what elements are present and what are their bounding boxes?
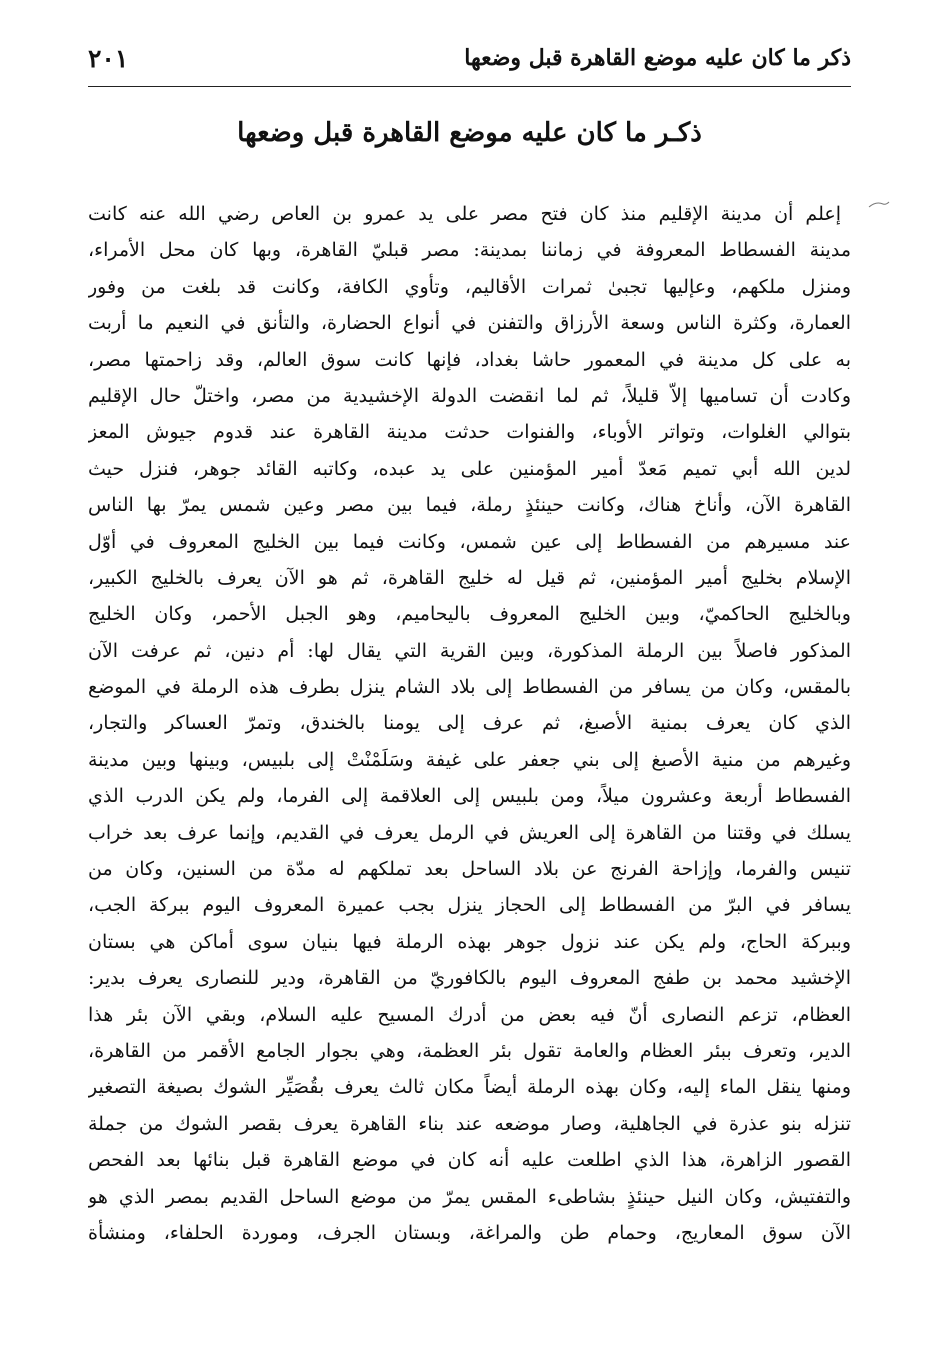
text-line: يسلك في وقتنا من القاهرة إلى العريش في الرمل يعرف في القديم، وإنما عرف بعد خراب (88, 821, 851, 844)
text-line: عند مسيرهم من الفسطاط إلى عين شمس، وكانت فيما بين الخليج المعروف في أوّل (88, 530, 851, 553)
text-line: وببركة الحاج، ولم يكن عند نزول جوهر بهذه الرملة فيها بنيان سوى أماكن هي بستان (88, 930, 851, 953)
text-line: الإخشيد محمد بن طفج المعروف اليوم بالكافوريّ من القاهرة، ودير للنصارى يعرف بدير: (88, 967, 851, 990)
text-line: بالمقس، وكان من يسافر من الفسطاط إلى بلاد الشام ينزل بطرف هذه الرملة في الموضع (88, 676, 851, 699)
text-line: الذي كان يعرف بمنية الأصبغ، ثم عرف إلى يومنا بالخندق، وتمرّ العساكر والتجار، (88, 712, 851, 735)
text-line: العظام، تزعم النصارى أنّ فيه بعض من أدرك المسيح عليه السلام، وبقي الآن بئر هذا (88, 1003, 851, 1026)
text-line: تنيس والفرما، وإزاحة الفرنج عن بلاد الساحل بعد تملكهم له مدّة من السنين، وكان من (88, 858, 851, 881)
text-line: القاهرة الآن، وأناخ هناك، وكانت حينئذٍ رملة، فيما بين مصر وعين شمس يمرّ بها الناس (88, 494, 851, 517)
text-line: به على كل مدينة في المعمور حاشا بغداد، فإنها كانت سوق العالم، وقد زاحمتها مصر، (88, 348, 851, 371)
margin-mark-icon (868, 198, 890, 212)
chapter-title: ذكـر ما كان عليه موضع القاهرة قبل وضعها (237, 118, 702, 148)
header-rule (88, 86, 851, 87)
text-line: الفسطاط أربعة وعشرون ميلاً، ومن بلبيس إلى العلاقمة إلى الفرما، ولم يكن الدرب الذي (88, 785, 851, 808)
text-line: المذكور فاصلاً بين الرملة المذكورة، وبين القرية التي يقال لها: أم دنين، ثم عرفت الآن (88, 639, 851, 662)
text-line: ومنزل ملكهم، وعإليها تجبیٰ ثمرات الأقاليم، وتأوي الكافة، وكانت قد بلغت من وفور (88, 275, 851, 298)
text-line: وكادت أن تساميها إلاّ قليلاً، ثم لما انقضت الدولة الإخشيدية من مصر، واختلّ حال الإقليم (88, 384, 851, 407)
text-line: ومنها ينقل الماء إليه، وكان بهذه الرملة أيضاً مكان ثالث يعرف بقُصَيِّر الشوك بصيغة التصغير (88, 1076, 851, 1099)
text-line: إعلم أن مدينة الإقليم منذ كان فتح مصر على يد عمرو بن العاص رضي الله عنه كانت (88, 203, 841, 225)
text-line: وغيرهم من منية الأصبغ إلى بني جعفر على غيفة وسَلَمْنْتْ إلى بلبيس، وبينها وبين مدينة (88, 748, 851, 771)
text-line: تنزله بنو عذرة في الجاهلية، وصار موضعه عند بناء القاهرة يعرف بقصر الشوك من جملة (88, 1112, 851, 1135)
text-line: مدينة الفسطاط المعروفة في زماننا بمدينة: مصر قبليّ القاهرة، وبها كان محل الأمراء، (88, 239, 851, 262)
body-text (88, 196, 851, 1251)
text-line: والتفتيش، وكان النيل حينئذٍ بشاطىء المقس يمرّ من موضع الساحل القديم بمصر الذي هو (88, 1185, 851, 1208)
running-title: ذكر ما كان عليه موضع القاهرة قبل وضعها (464, 45, 851, 71)
text-line: الدير، وتعرف ببئر العظام والعامة تقول بئر العظمة، وهي بجوار الجامع الأقمر من القاهرة، (88, 1039, 851, 1062)
text-line: وبالخليج الحاكميّ، وبين الخليج المعروف باليحاميم، وهو الجبل الأحمر، وكان الخليج (88, 603, 851, 626)
text-line: القصور الزاهرة، هذا الذي اطلعت عليه أنه كان في موضع القاهرة قبل بنائها بعد الفحص (88, 1149, 851, 1172)
text-line: العمارة، وكثرة الناس وسعة الأرزاق والتفنن في أنواع الحضارة، والتأنق في النعيم ما أربت (88, 312, 851, 335)
text-line: لدين الله أبي تميم مَعدّ أمير المؤمنين على يد عبده، وكاتبه القائد جوهر، فنزل حيث (88, 457, 851, 480)
page-number: ٢٠١ (88, 43, 129, 73)
text-line: يسافر في البرّ من الفسطاط إلى الحجاز ينزل بجب عميرة المعروف اليوم ببركة الجب، (88, 894, 851, 917)
running-header (88, 36, 851, 80)
text-line: بتوالي الغلوات، وتواتر الأوباء، والفنوات حدثت مدينة القاهرة عند قدوم جيوش المعز (88, 421, 851, 444)
text-line: الإسلام بخليج أمير المؤمنين، ثم قيل له خليج القاهرة، ثم هو الآن يعرف بالخليج الكبير، (88, 566, 851, 589)
text-line: الآن سوق المعاريج، وحمام طن والمراغة، وبستان الجرف، وموردة الحلفاء، ومنشأة (88, 1221, 851, 1244)
